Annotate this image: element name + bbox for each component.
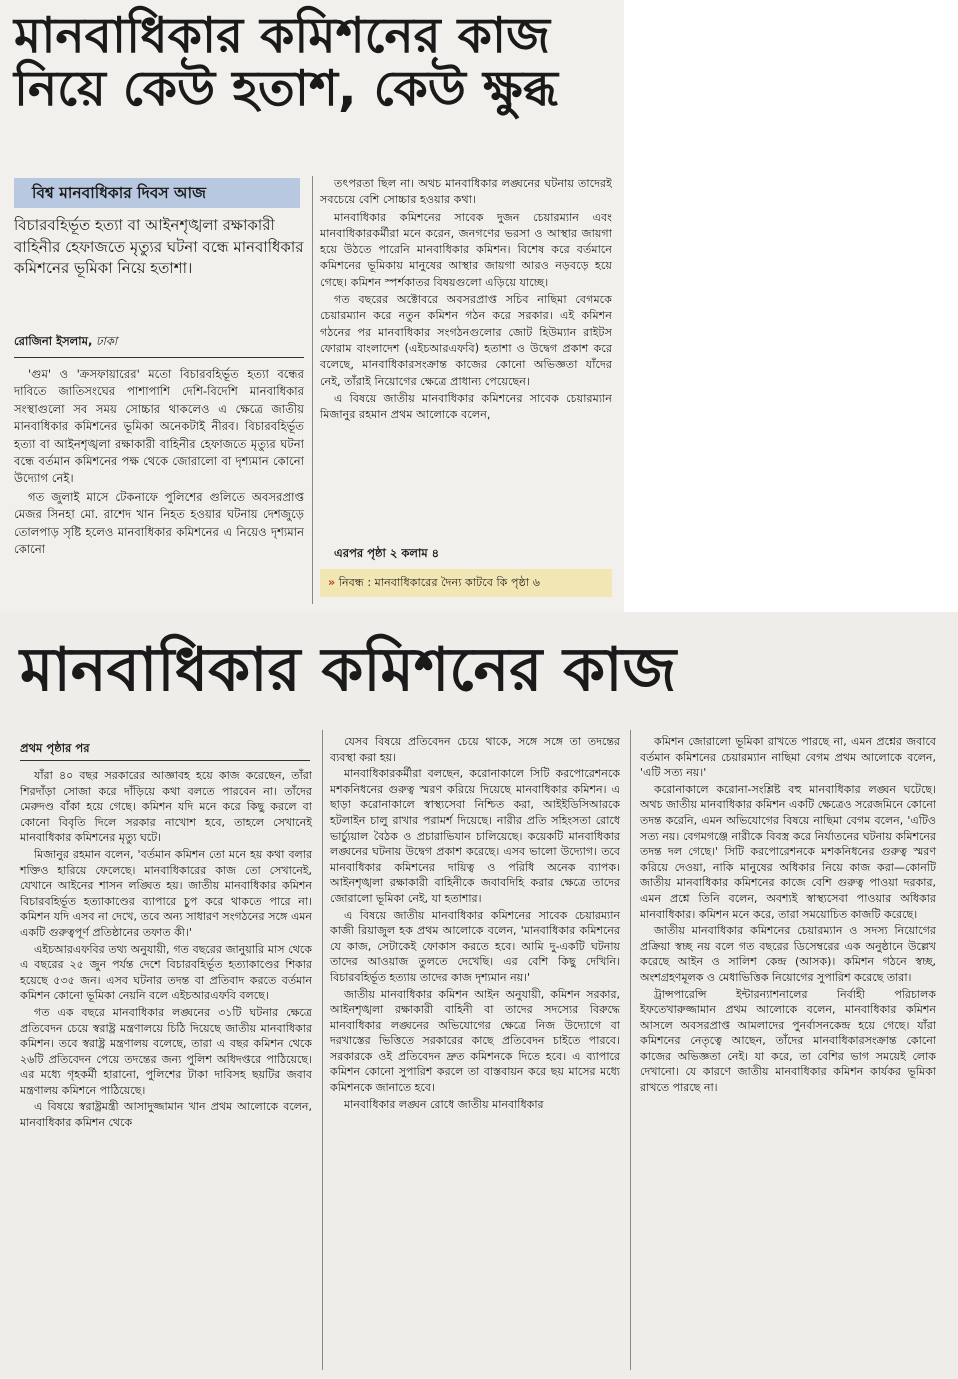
byline-divider — [14, 357, 304, 358]
teaser-text: নিবন্ধ : মানবাধিকারের দৈন্য কাটবে কি পৃষ্ঠা ৬ — [338, 576, 541, 589]
top-right-column — [320, 176, 612, 424]
paragraph: গত এক বছরে মানবাধিকার লঙ্ঘনের ৩১টি ঘটনার ক্ষেত্রে প্রতিবেদন চেয়ে স্বরাষ্ট্র মন্ত্রণালয়ে চিঠি দিয়েছে জাতীয় মানবাধিকার কমিশন। তবে স্বরাষ্ট্র মন্ত্রণালয় বলেছে, তারা এ বছর কমিশন থেকে ২৬টি প্রতিবেদন পেয়ে তদন্তের জন্য পুলিশ অধিদপ্তরে পাঠিয়েছে। এর মধ্যে গৃহকর্মী হারানো, পুলিশের টাকা দাবিসহ ছয়টির জবাব মন্ত্রণালয় কমিশনে পাঠিয়েছে। — [20, 1005, 312, 1097]
column-1 — [20, 768, 312, 1132]
paragraph: করোনাকালে করোনা-সংশ্লিষ্ট বহু মানবাধিকার লঙ্ঘন ঘটেছে। অথচ জাতীয় মানবাধিকার কমিশন একটি ক্ষেত্রেও সরেজমিনে কোনো তদন্ত করেনি, এমন অভিযোগের বিষয়ে নাছিমা বেগম বলেন, 'এটিও সত্য নয়। বেগমগঞ্জে নারীকে বিবস্ত্র করে নির্যাতনের ঘটনায় কমিশনের তদন্ত দল গেছে।' সিটি করপোরেশনকে মশকনিধনের গুরুত্ব স্মরণ করিয়ে দেওয়া, নাকি মানুষের অধিকার নিয়ে কাজ করা—কোনটি জাতীয় মানবাধিকার কমিশনের কাজে বেশি গুরুত্ব পাওয়া দরকার, এমন প্রশ্নে তিনি বলেন, অবশ্যই স্বাস্থ্যসেবা পাওয়ার অধিকার মানবাধিকার। কমিশন মনে করে, তারা সময়োচিত কাজটি করেছে। — [640, 782, 936, 921]
top-headline: মানবাধিকার কমিশনের কাজ নিয়ে কেউ হতাশ, কেউ ক্ষুব্ধ — [14, 7, 558, 117]
byline-place: ঢাকা — [96, 334, 118, 348]
paragraph: গত জুলাই মাসে টেকনাফে পুলিশের গুলিতে অবসরপ্রাপ্ত মেজর সিনহা মো. রাশেদ খান নিহত হওয়ার ঘটনায় দেশজুড়ে তোলপাড় সৃষ্টি হলেও মানবাধিকার কমিশনের এ নিয়েও দৃশ্যমান কোনো — [14, 489, 304, 557]
paragraph: ট্রান্সপারেন্সি ইন্টারন্যাশনালের নির্বাহী পরিচালক ইফতেখারুজ্জামান প্রথম আলোকে বলেন, মানবাধিকার কমিশন আসলে অবসরপ্রাপ্ত আমলাদের পুনর্বাসনকেন্দ্র হয়ে গেছে। যাঁরা কমিশনের নেতৃত্বে আছেন, তাঁদের মানবাধিকারসংক্রান্ত কোনো কাজের অভিজ্ঞতা নেই। যা করে, তা বেশির ভাগ সময়েই লোক দেখানো। যে কারণে জাতীয় মানবাধিকার কমিশন কার্যকর ভূমিকা রাখতে পারছে না। — [640, 987, 936, 1095]
column-divider — [312, 176, 313, 604]
byline — [14, 333, 304, 352]
column-divider — [630, 730, 631, 1370]
paragraph: যাঁরা ৪০ বছর সরকারের আজ্ঞাবহ হয়ে কাজ করেছেন, তাঁরা শিরদাঁড়া সোজা করে দাঁড়িয়ে কথা বলতে পারবেন না। তাঁদের মেরুদণ্ড বাঁকা হয়ে গেছে। কমিশন যদি মনে করে কিছু করলে বা কোনো বিবৃতি দিলে সরকার নাখোশ হবে, তাহলে সেখানেই মানবাধিকার কমিশনের মৃত্যু ঘটে। — [20, 769, 312, 845]
double-chevron-icon: » — [328, 576, 336, 589]
bottom-headline: মানবাধিকার কমিশনের কাজ — [20, 635, 677, 705]
bottom-clipping — [0, 612, 958, 1379]
from-first-page-label: প্রথম পৃষ্ঠার পর — [20, 741, 90, 755]
paragraph: জাতীয় মানবাধিকার কমিশন আইন অনুযায়ী, কমিশন সরকার, আইনশৃঙ্খলা রক্ষাকারী বাহিনী বা তাদের সদস্যের বিরুদ্ধে মানবাধিকার লঙ্ঘনের অভিযোগের ক্ষেত্রে নিজ উদ্যোগে বা দরখাস্তের ভিত্তিতে সরকারের কাছে প্রতিবেদন চাইতে পারবে। সরকারকে ওই প্রতিবেদন দ্রুত কমিশনকে দিতে হবে। এ ব্যাপারে কমিশন কোনো সুপারিশ করলে তা বাস্তবায়ন করে ছয় মাসের মধ্যে কমিশনকে জানাতে হবে। — [330, 987, 620, 1095]
paragraph: মিজানুর রহমান বলেন, 'বর্তমান কমিশন তো মনে হয় কথা বলার শক্তিও হারিয়ে ফেলেছে। মানবাধিকারের কাজ তো সেখানেই, যেখানে আইনের শাসন লঙ্ঘিত হয়। জাতীয় মানবাধিকার কমিশন বিচারবহির্ভূত হত্যাকাণ্ডের ব্যাপারে চুপ করে থাকতে পারে না। কমিশন যদি এসব না দেখে, তবে অন্য সাধারণ সংগঠনের সঙ্গে এমন একটি গুরুত্বপূর্ণ প্রতিষ্ঠানের তফাত কী।' — [20, 847, 312, 939]
paragraph: এ বিষয়ে জাতীয় মানবাধিকার কমিশনের সাবেক চেয়ারম্যান মিজানুর রহমান প্রথম আলোকে বলেন, — [320, 391, 612, 422]
continued-on-label: এরপর পৃষ্ঠা ২ কলাম ৪ — [334, 546, 440, 560]
byline-name: রোজিনা ইসলাম, — [14, 334, 93, 348]
paragraph: মানবাধিকারকর্মীরা বলছেন, করোনাকালে সিটি করপোরেশনকে মশকনিধনের গুরুত্ব স্মরণ করিয়ে দিয়েছে মানবাধিকার কমিশন। এ ছাড়া করোনাকালে স্বাস্থ্যসেবা নিশ্চিত করা, আইইডিসিআরকে হটলাইন চালু রাখার পরামর্শ দিয়েছে। নারীর প্রতি সহিংসতা রোধে ভার্চ্যুয়াল বৈঠক ও প্রচারাভিযান চালিয়েছে। কয়েকটি মানবাধিকার লঙ্ঘনের ঘটনায় উদ্বেগ প্রকাশ করেছে। এসব ভালো উদ্যোগ। তবে মানবাধিকার কমিশনের দায়িত্ব ও পরিধি অনেক ব্যাপক। আইনশৃঙ্খলা রক্ষাকারী বাহিনীকে জবাবদিহি করার ক্ষেত্রে তাদের জোরালো ভূমিকা নেই, যা হতাশার। — [330, 767, 620, 905]
jump-divider — [20, 760, 310, 761]
paragraph: 'গুম' ও 'ক্রসফায়ারের' মতো বিচারবহির্ভূত হত্যা বন্ধের দাবিতে জাতিসংঘের পাশাপাশি দেশি-বিদেশি মানবাধিকার সংস্থাগুলো সব সময় সোচ্চার থাকলেও এ ক্ষেত্রে জাতীয় মানবাধিকার কমিশনের ভূমিকা অনেকটাই নীরব। বিচারবহির্ভূত হত্যা বা আইনশৃঙ্খলা রক্ষাকারী বাহিনীর হেফাজতে মৃত্যুর ঘটনা বন্ধে বর্তমান কমিশনের পক্ষ থেকে জোরালো বা দৃশ্যমান কোনো উদ্যোগ নেই। — [14, 367, 304, 486]
paragraph: গত বছরের অক্টোবরে অবসরপ্রাপ্ত সচিব নাছিমা বেগমকে চেয়ারম্যান করে নতুন কমিশন গঠন করে সরকার। এই কমিশন গঠনের পর মানবাধিকার সংগঠনগুলোর জোট হিউম্যান রাইটস ফোরাম বাংলাদেশ (এইচআরএফবি) হতাশা ও উদ্বেগ প্রকাশ করে বলেছে, মানবাধিকারসংক্রান্ত কাজের কোনো অভিজ্ঞতা যাঁদের নেই, তাঁরাই নিয়োগের ক্ষেত্রে প্রাধান্য পেয়েছেন। — [320, 293, 612, 388]
paragraph: জাতীয় মানবাধিকার কমিশনের চেয়ারম্যান ও সদস্য নিয়োগের প্রক্রিয়া স্বচ্ছ নয় বলে গত বছরের ডিসেম্বরের এক অনুষ্ঠানে উল্লেখ করেছে আইন ও সালিশ কেন্দ্র (আসক)। কমিশন গঠনে স্বচ্ছ, অংশগ্রহণমূলক ও মেধাভিত্তিক নিয়োগের সুপারিশ করেছে তারা। — [640, 924, 936, 984]
paragraph: এ বিষয়ে জাতীয় মানবাধিকার কমিশনের সাবেক চেয়ারম্যান কাজী রিয়াজুল হক প্রথম আলোকে বলেন, 'মানবাধিকার কমিশনের যে কাজ, সেটাকেই ফোকাস করতে হবে। আমি দু-একটি ঘটনায় তাদের আওয়াজ তুলতে দেখেছি। এর বেশি কিছু দেখিনি। বিচারবহির্ভূত হত্যায় তাদের কাজ দৃশ্যমান নয়।' — [330, 908, 620, 984]
column-divider — [322, 730, 323, 1370]
top-left-column — [14, 366, 304, 559]
paragraph: এইচআরএফবির তথ্য অনুযায়ী, গত বছরের জানুয়ারি মাস থেকে এ বছরের ২৫ জুন পর্যন্ত দেশে বিচারবহির্ভূত হত্যাকাণ্ডের শিকার হয়েছে ৫৩৫ জন। এসব ঘটনার তদন্ত বা প্রতিবাদ করতে বর্তমান কমিশন কোনো ভূমিকা নেয়নি বলে এইচআরএফবি বলছে। — [20, 942, 312, 1003]
paragraph: মানবাধিকার কমিশনের সাবেক দুজন চেয়ারম্যান এবং মানবাধিকারকর্মীরা মনে করেন, জনগণের ভরসা ও আস্থার জায়গা হয়ে উঠতে পারেনি মানবাধিকার কমিশন। বিশেষ করে বর্তমানে কমিশনের ভূমিকায় মানুষের আস্থার জায়গা আরও নড়বড়ে হয়ে গেছে। কমিশন স্পর্শকাতর বিষয়গুলো এড়িয়ে যাচ্ছে। — [320, 210, 612, 289]
paragraph: মানবাধিকার লঙ্ঘন রোধে জাতীয় মানবাধিকার — [344, 1097, 544, 1111]
paragraph: এ বিষয়ে স্বরাষ্ট্রমন্ত্রী আসাদুজ্জামান খান প্রথম আলোকে বলেন, মানবাধিকার কমিশন থেকে — [20, 1100, 312, 1130]
section-banner: বিশ্ব মানবাধিকার দিবস আজ — [14, 178, 300, 208]
teaser-box[interactable] — [320, 569, 612, 597]
column-2 — [330, 734, 620, 1113]
paragraph: তৎপরতা ছিল না। অথচ মানবাধিকার লঙ্ঘনের ঘটনায় তাদেরই সবচেয়ে বেশি সোচ্চার হওয়ার কথা। — [320, 177, 612, 207]
paragraph: যেসব বিষয়ে প্রতিবেদন চেয়ে থাকে, সঙ্গে সঙ্গে তা তদন্তের ব্যবস্থা করা হয়। — [330, 735, 620, 764]
paragraph: কমিশন জোরালো ভূমিকা রাখতে পারছে না, এমন প্রশ্নের জবাবে বর্তমান কমিশনের চেয়ারম্যান নাছিমা বেগম প্রথম আলোকে বলেন, 'এটি সত্য নয়।' — [640, 735, 936, 780]
column-3 — [640, 734, 936, 1097]
lede: বিচারবহির্ভূত হত্যা বা আইনশৃঙ্খলা রক্ষাকারী বাহিনীর হেফাজতে মৃত্যুর ঘটনা বন্ধে মানবাধিকার কমিশনের ভূমিকা নিয়ে হতাশা। — [14, 216, 304, 277]
top-clipping — [0, 0, 624, 612]
